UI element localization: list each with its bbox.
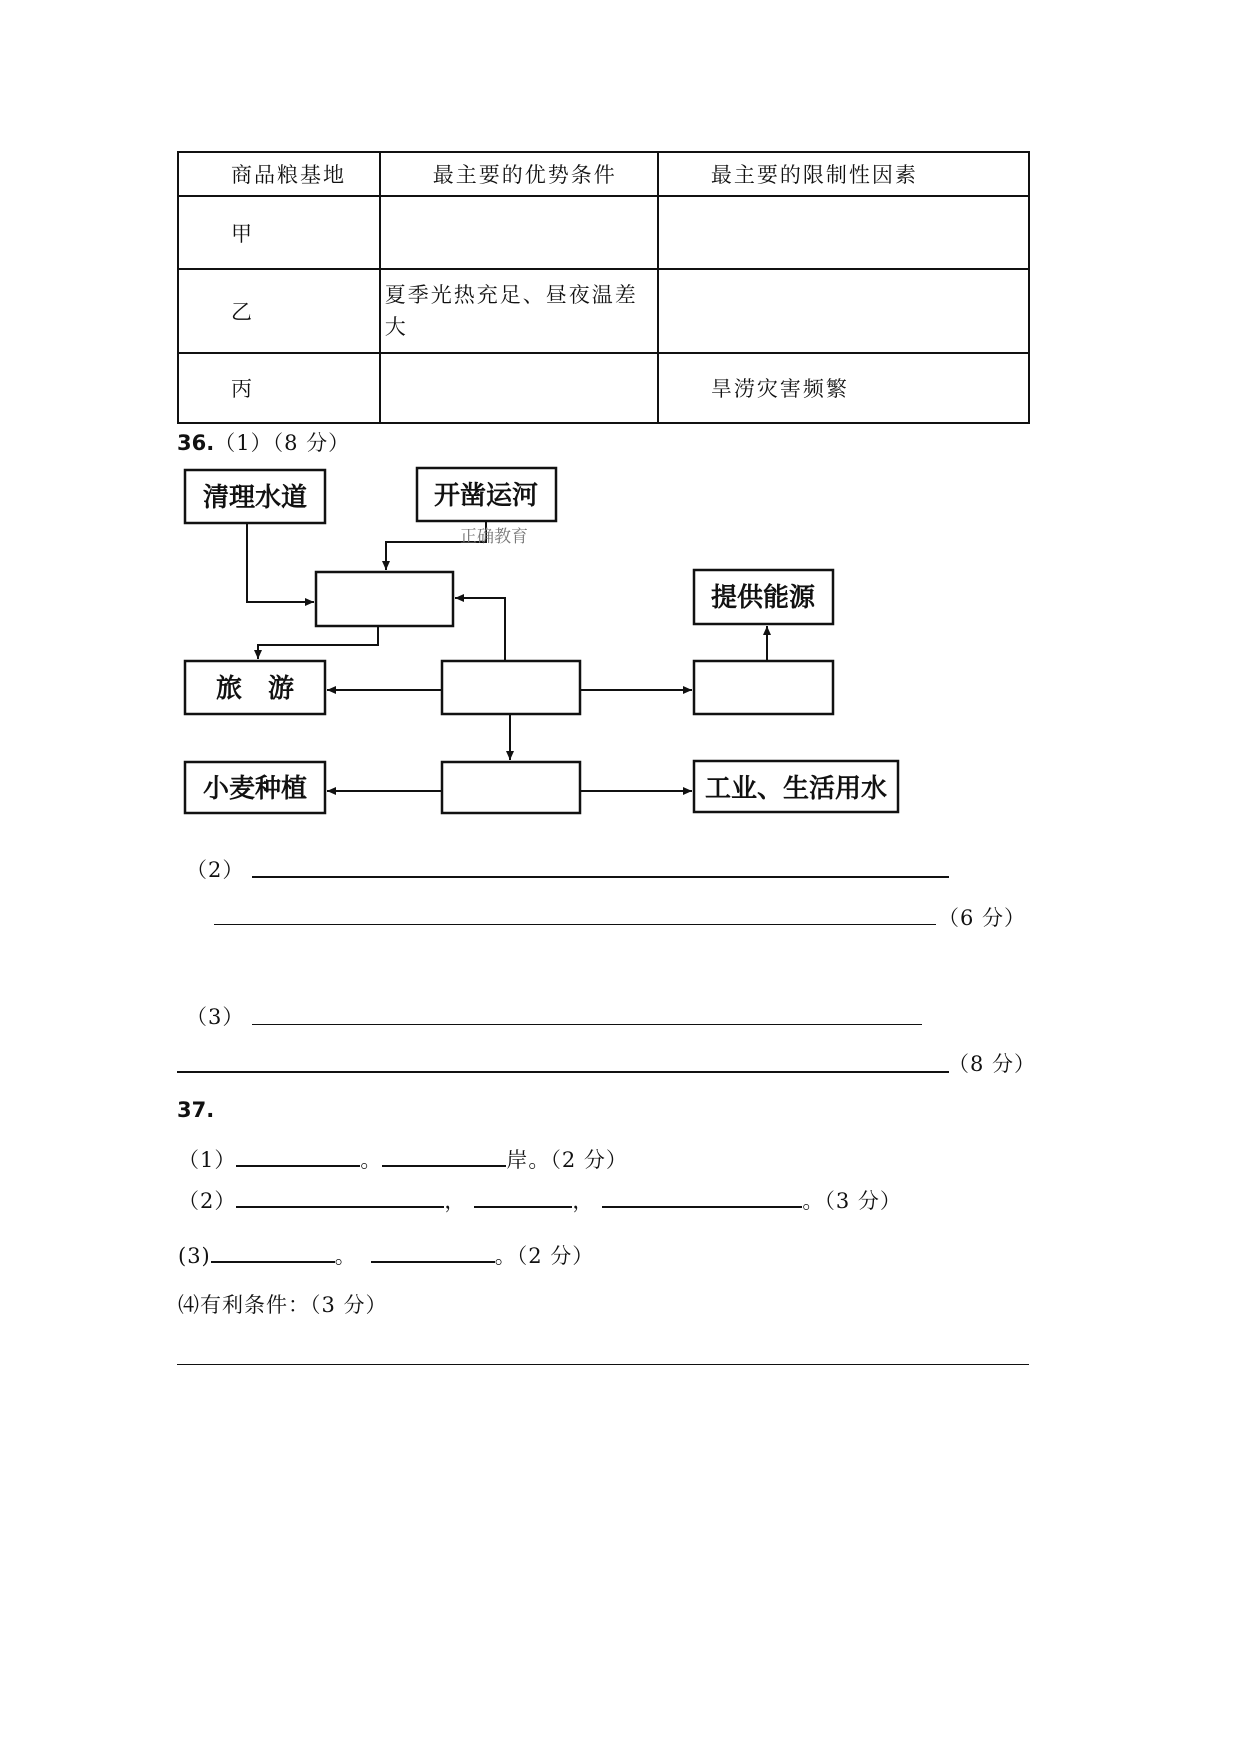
question-number: 37. (177, 1098, 215, 1122)
separator: 。 (334, 1244, 357, 1268)
table-header-advantage: 最主要的优势条件 (380, 152, 658, 196)
suffix-text: 岸。（2 分） (506, 1148, 628, 1172)
blank-box-right[interactable] (694, 661, 833, 714)
flow-diagram (0, 0, 1241, 840)
answer-blank[interactable] (371, 1243, 495, 1263)
answer-blank[interactable] (211, 1243, 335, 1263)
table-cell-base: 丙 (178, 353, 380, 423)
box-clean-channel (185, 470, 325, 523)
answer-line[interactable] (214, 924, 936, 925)
part-label: （3） (186, 1005, 245, 1029)
box-provide-energy (694, 570, 833, 624)
answer-blank[interactable] (382, 1147, 506, 1167)
answer-blank[interactable] (474, 1188, 572, 1208)
answer-line[interactable] (177, 1364, 1029, 1365)
svg-text:小麦种植: 小麦种植 (202, 774, 308, 804)
svg-text:工业、生活用水: 工业、生活用水 (704, 774, 888, 804)
svg-text:旅 游: 旅 游 (215, 674, 295, 704)
part-label: （2） (186, 858, 245, 882)
separator: ， (444, 1189, 467, 1213)
flow-arrows (247, 521, 767, 791)
part-label: （2） (178, 1189, 237, 1213)
answer-line[interactable] (177, 1071, 949, 1073)
part-label: （1） (178, 1148, 237, 1172)
blank-box-center[interactable] (442, 661, 580, 714)
answer-line[interactable] (252, 1024, 922, 1025)
table-cell-base: 乙 (178, 269, 380, 353)
box-tourism (185, 661, 325, 714)
answer-blank[interactable] (602, 1188, 802, 1208)
table-header-base: 商品粮基地 (178, 152, 380, 196)
answer-blank[interactable] (236, 1188, 444, 1208)
score-label: （6 分） (938, 906, 1027, 930)
suffix-text: 。（3 分） (802, 1189, 902, 1213)
watermark-text: 正确教育 (460, 527, 528, 547)
box-industry-water (694, 761, 898, 812)
blank-box-top[interactable] (316, 572, 453, 626)
table-header-limitation: 最主要的限制性因素 (658, 152, 1029, 196)
q37-part3 (178, 1240, 594, 1270)
svg-text:提供能源: 提供能源 (710, 583, 816, 613)
table-cell-base: 甲 (178, 196, 380, 269)
q37-part1 (178, 1144, 628, 1174)
table-cell-limitation: 旱涝灾害频繁 (658, 353, 1029, 423)
table-cell-advantage: 夏季光热充足、昼夜温差大 (380, 269, 658, 353)
blank-box-bottom[interactable] (442, 762, 580, 813)
answer-blank[interactable] (236, 1147, 360, 1167)
answer-line[interactable] (252, 876, 949, 878)
box-dig-canal (417, 468, 556, 521)
separator: 。 (360, 1148, 383, 1172)
separator: ， (572, 1189, 595, 1213)
question-number: 36. (177, 431, 215, 455)
svg-text:清理水道: 清理水道 (202, 483, 308, 513)
part-label: （1）（8 分） (214, 431, 351, 455)
q37-part2 (178, 1185, 902, 1215)
score-label: （8 分） (948, 1052, 1037, 1076)
part-label: (3) (178, 1244, 211, 1268)
svg-text:开凿运河: 开凿运河 (433, 481, 539, 511)
q37-part4-label: ⑷有利条件：（3 分） (178, 1293, 388, 1317)
suffix-text: 。（2 分） (494, 1244, 595, 1268)
box-wheat (185, 762, 325, 813)
